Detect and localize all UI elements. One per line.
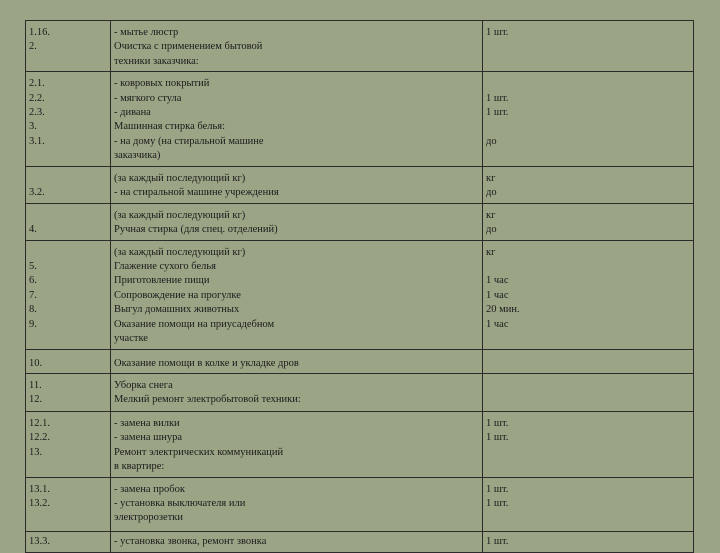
number-cell bbox=[26, 240, 111, 349]
item-number: 12.2. bbox=[29, 432, 50, 444]
number-cell bbox=[26, 411, 111, 477]
number-cell bbox=[26, 349, 111, 373]
service-text: Уборка снега bbox=[114, 379, 173, 391]
table-row bbox=[26, 411, 694, 477]
service-cell bbox=[111, 349, 483, 373]
service-text: Оказание помощи в колке и укладке дров bbox=[114, 357, 299, 369]
service-text: Оказание помощи на приусадебном bbox=[114, 318, 275, 330]
item-number: 3.2. bbox=[29, 187, 45, 199]
unit-value: 1 час bbox=[486, 318, 509, 330]
number-cell bbox=[26, 531, 111, 552]
table-row bbox=[26, 72, 694, 166]
unit-value: 1 шт. bbox=[486, 107, 509, 119]
unit-value: кг bbox=[486, 209, 496, 221]
service-cell bbox=[111, 21, 483, 72]
unit-value: 1 шт. bbox=[486, 92, 509, 104]
service-text: Машинная стирка белья: bbox=[114, 121, 226, 133]
item-number bbox=[29, 172, 107, 186]
unit-cell bbox=[483, 72, 694, 166]
service-cell bbox=[111, 240, 483, 349]
table-row bbox=[26, 373, 694, 411]
spacer bbox=[486, 77, 690, 91]
item-number: 10. bbox=[29, 357, 43, 369]
number-cell bbox=[26, 477, 111, 531]
unit-value: 1 шт. bbox=[486, 27, 509, 38]
unit-value: 20 мин. bbox=[486, 304, 520, 316]
item-number: 3.1. bbox=[29, 135, 45, 147]
item-number: 6. bbox=[29, 275, 37, 287]
item-number: 8. bbox=[29, 304, 37, 316]
item-number: 1.16. bbox=[29, 27, 50, 38]
unit-value: 1 шт. bbox=[486, 417, 509, 429]
service-text: - мягкого стула bbox=[114, 92, 182, 104]
unit-value: 1 час bbox=[486, 275, 509, 287]
item-number: 13.2. bbox=[29, 497, 50, 509]
unit-cell bbox=[483, 349, 694, 373]
unit-cell bbox=[483, 531, 694, 552]
table-row bbox=[26, 477, 694, 531]
unit-value bbox=[486, 120, 690, 134]
service-text: Глажение сухого белья bbox=[114, 261, 216, 273]
item-number: 12. bbox=[29, 394, 43, 406]
item-number: 2. bbox=[29, 41, 37, 53]
item-number: 2.3. bbox=[29, 107, 45, 119]
unit-cell bbox=[483, 240, 694, 349]
unit-value: кг bbox=[486, 246, 496, 258]
service-text: заказчика) bbox=[114, 150, 161, 162]
item-number: 2.2. bbox=[29, 92, 45, 104]
unit-cell bbox=[483, 411, 694, 477]
service-text: (за каждый последующий кг) bbox=[114, 209, 246, 221]
service-cell bbox=[111, 166, 483, 203]
item-number: 9. bbox=[29, 318, 37, 330]
item-number: 7. bbox=[29, 289, 37, 301]
table-row bbox=[26, 21, 694, 72]
service-text: Приготовление пищи bbox=[114, 275, 210, 287]
unit-value: 1 шт. bbox=[486, 535, 509, 547]
service-text: - мытье люстр bbox=[114, 27, 179, 38]
service-cell bbox=[111, 72, 483, 166]
item-number bbox=[29, 209, 107, 223]
service-text: участке bbox=[114, 333, 148, 345]
table-row bbox=[26, 166, 694, 203]
table-row bbox=[26, 203, 694, 240]
services-table bbox=[25, 20, 694, 553]
service-cell bbox=[111, 477, 483, 531]
service-text: (за каждый последующий кг) bbox=[114, 172, 246, 184]
unit-cell bbox=[483, 166, 694, 203]
item-number: 2.1. bbox=[29, 78, 45, 90]
service-cell bbox=[111, 203, 483, 240]
table-row bbox=[26, 531, 694, 552]
service-text: - на стиральной машине учреждения bbox=[114, 187, 279, 199]
number-cell bbox=[26, 21, 111, 72]
service-text: (за каждый последующий кг) bbox=[114, 246, 246, 258]
service-text: в квартире: bbox=[114, 461, 165, 473]
unit-value: 1 шт. bbox=[486, 497, 509, 509]
item-number bbox=[29, 246, 107, 260]
service-text: электророзетки bbox=[114, 512, 184, 524]
service-text: - замена пробок bbox=[114, 483, 185, 495]
service-text: Сопровождение на прогулке bbox=[114, 289, 241, 301]
service-text: Выгул домашних животных bbox=[114, 304, 240, 316]
unit-value: до bbox=[486, 224, 497, 236]
number-cell bbox=[26, 166, 111, 203]
unit-value: до bbox=[486, 187, 497, 199]
unit-cell bbox=[483, 21, 694, 72]
unit-value: кг bbox=[486, 172, 496, 184]
unit-value: 1 шт. bbox=[486, 483, 509, 495]
table-row bbox=[26, 240, 694, 349]
service-cell bbox=[111, 411, 483, 477]
item-number: 4. bbox=[29, 224, 37, 236]
service-text: Ручная стирка (для спец. отделений) bbox=[114, 224, 278, 236]
item-number: 13.1. bbox=[29, 483, 50, 495]
service-text: - установка выключателя или bbox=[114, 497, 246, 509]
service-text: Ремонт электрических коммуникаций bbox=[114, 446, 284, 458]
item-number: 11. bbox=[29, 379, 42, 391]
item-number: 13.3. bbox=[29, 535, 50, 547]
number-cell bbox=[26, 203, 111, 240]
number-cell bbox=[26, 373, 111, 411]
unit-value bbox=[486, 260, 690, 274]
number-cell bbox=[26, 72, 111, 166]
unit-value: до bbox=[486, 135, 497, 147]
service-text: техники заказчика: bbox=[114, 55, 199, 67]
item-number: 12.1. bbox=[29, 417, 50, 429]
item-number: 5. bbox=[29, 261, 37, 273]
service-text: - замена вилки bbox=[114, 417, 180, 429]
service-cell bbox=[111, 373, 483, 411]
service-text: - ковровых покрытий bbox=[114, 78, 210, 90]
unit-value: 1 час bbox=[486, 289, 509, 301]
service-text: - установка звонка, ремонт звонка bbox=[114, 535, 267, 547]
service-text: Очистка с применением бытовой bbox=[114, 41, 263, 53]
service-text: - на дому (на стиральной машине bbox=[114, 135, 264, 147]
unit-cell bbox=[483, 203, 694, 240]
unit-cell bbox=[483, 477, 694, 531]
unit-value: 1 шт. bbox=[486, 432, 509, 444]
item-number: 3. bbox=[29, 121, 37, 133]
service-cell bbox=[111, 531, 483, 552]
service-text: - замена шнура bbox=[114, 432, 183, 444]
table-row bbox=[26, 349, 694, 373]
service-text: Мелкий ремонт электробытовой техники: bbox=[114, 394, 301, 406]
service-text: - дивана bbox=[114, 107, 151, 119]
item-number: 13. bbox=[29, 446, 43, 458]
unit-cell bbox=[483, 373, 694, 411]
